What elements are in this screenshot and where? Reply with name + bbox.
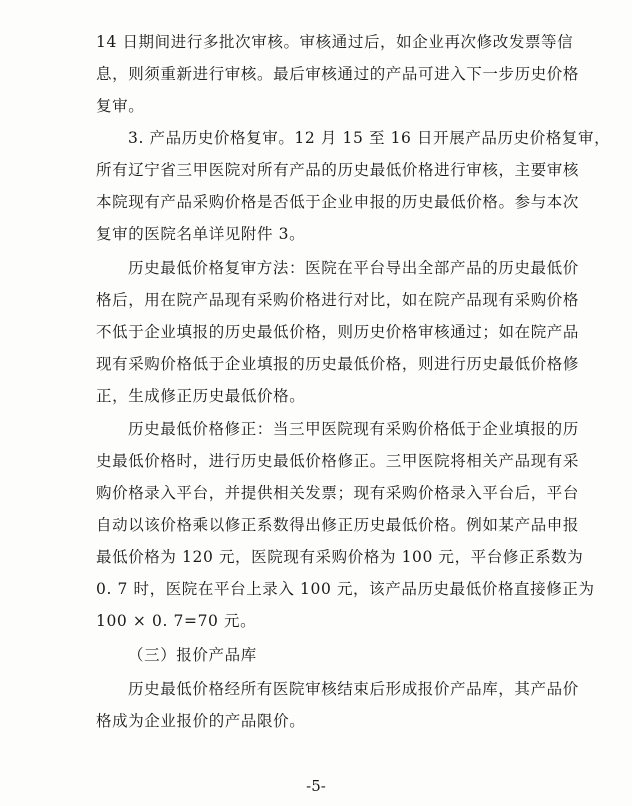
text-line: 3. 产品历史价格复审。12 月 15 至 16 日开展产品历史价格复审， xyxy=(128,129,611,147)
text-line: 购价格录入平台，并提供相关发票；现有采购价格录入平台后，平台 xyxy=(96,484,580,502)
page-number: -5- xyxy=(306,777,326,795)
text-line: 正，生成修正历史最低价格。 xyxy=(96,387,306,405)
text-line: 最低价格为 120 元，医院现有采购价格为 100 元，平台修正系数为 xyxy=(96,548,584,566)
text-line: 不低于企业填报的历史最低价格，则历史价格审核通过；如在院产品 xyxy=(96,323,580,341)
text-line: 复审的医院名单详见附件 3。 xyxy=(96,225,306,243)
text-line: 历史最低价格复审方法：医院在平台导出全部产品的历史最低价 xyxy=(128,259,579,277)
text-line: 历史最低价格修正：当三甲医院现有采购价格低于企业填报的历 xyxy=(128,420,579,438)
text-line: 复审。 xyxy=(96,97,145,115)
text-line: 格成为企业报价的产品限价。 xyxy=(96,712,306,730)
text-line: 自动以该价格乘以修正系数得出修正历史最低价格。例如某产品申报 xyxy=(96,516,580,534)
text-line: 现有采购价格低于企业填报的历史最低价格，则进行历史最低价格修 xyxy=(96,355,580,373)
text-line: 格后，用在院产品现有采购价格进行对比，如在院产品现有采购价格 xyxy=(96,291,580,309)
text-line: 所有辽宁省三甲医院对所有产品的历史最低价格进行审核，主要审核 xyxy=(96,161,580,179)
text-line: 14 日期间进行多批次审核。审核通过后，如企业再次修改发票等信 xyxy=(96,33,574,51)
text-line: 史最低价格时，进行历史最低价格修正。三甲医院将相关产品现有采 xyxy=(96,452,580,470)
text-line: 100 × 0. 7=70 元。 xyxy=(96,612,257,630)
text-line: 历史最低价格经所有医院审核结束后形成报价产品库，其产品价 xyxy=(128,680,579,698)
text-line: 本院现有产品采购价格是否低于企业申报的历史最低价格。参与本次 xyxy=(96,193,580,211)
text-line: 0. 7 时，医院在平台上录入 100 元，该产品历史最低价格直接修正为 xyxy=(96,580,595,598)
text-line: 息，则须重新进行审核。最后审核通过的产品可进入下一步历史价格 xyxy=(96,65,580,83)
section-heading: （三）报价产品库 xyxy=(128,646,257,664)
